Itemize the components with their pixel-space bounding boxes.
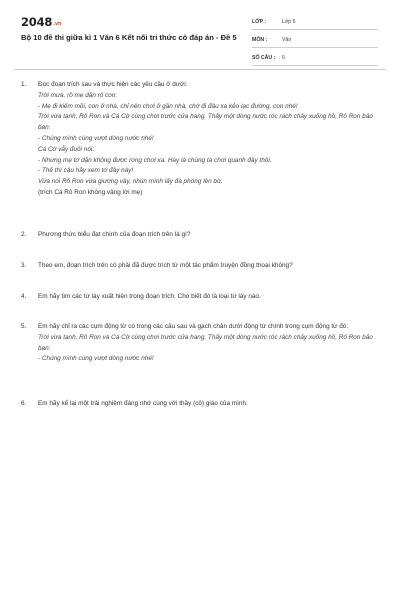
meta-row-subject (252, 32, 378, 48)
question-number: 6. (21, 400, 27, 407)
question-body (38, 399, 248, 410)
question-list (21, 80, 381, 407)
meta-row-class (252, 14, 378, 30)
document-title: Bộ 10 đề thi giữa kì 1 Văn 6 Kết nối tri thức có đáp án - Đề 5 (21, 33, 237, 42)
excerpt-line: Trời vừa tạnh, Rô Ron và Cá Cờ cùng chơi trước cửa hang. Thấy một dòng nước róc rách chảy xuống hồ, Rô Ron bảo bạn: (38, 333, 373, 352)
logo-suffix: .vn (53, 21, 62, 27)
excerpt-line: - Chúng mình cùng vượt dòng nước nhé! (38, 355, 154, 363)
question-text: Phương thức biểu đạt chính của đoạn trích trên là gì? (38, 231, 191, 238)
question-item (21, 292, 261, 303)
meta-value: Văn (282, 36, 292, 43)
meta-value: 6 (282, 54, 285, 61)
question-number: 1. (21, 81, 27, 88)
excerpt-source: (trích Cá Rô Ron không vâng lời mẹ) (38, 188, 143, 196)
meta-value: Lớp 6 (282, 18, 296, 25)
meta-table (252, 14, 378, 68)
site-logo[interactable] (21, 15, 61, 29)
question-item (21, 261, 293, 272)
excerpt-line: - Thế thì cậu hãy xem tớ đây này! (38, 167, 134, 175)
header-divider (14, 69, 386, 70)
question-body (38, 292, 261, 303)
excerpt-line: Cá Cờ vẫy đuôi nói: (38, 145, 95, 153)
question-text: Em hãy kể lại một trải nghiệm đáng nhớ cùng với thầy (cô) giáo của mình. (38, 400, 248, 407)
question-text: Theo em, đoạn trích trên có phải đã được trích từ một tác phẩm truyện đồng thoại không? (38, 262, 293, 269)
meta-label: SỐ CÂU : (252, 54, 276, 61)
excerpt-line: Trời mưa, rồ mẹ dặn rô con: (38, 91, 118, 99)
logo-text: 2048 (21, 15, 53, 29)
question-body (38, 322, 381, 365)
question-body (38, 230, 190, 241)
question-text: Đọc đoạn trích sau và thực hiện các yêu cầu ở dưới: (38, 81, 188, 88)
meta-row-question-count (252, 50, 378, 66)
meta-label: LỚP : (252, 18, 267, 25)
excerpt-line: Trời vừa tạnh, Rô Ron và Cá Cờ cùng chơi trước cửa hang. Thấy một dòng nước róc rách chảy xuống hồ, Rô Ron bảo bạn: (38, 113, 373, 132)
question-item (21, 322, 381, 365)
question-number: 4. (21, 293, 27, 300)
excerpt-line: - Chúng mình cùng vượt dòng nước nhé! (38, 134, 154, 142)
question-number: 3. (21, 262, 27, 269)
question-number: 2. (21, 231, 27, 238)
excerpt-line: - Nhưng mẹ tớ dặn không được rong chơi xa. Hay là chúng ta chơi quanh đây thôi. (38, 156, 272, 164)
question-text: Em hãy chỉ ra các cụm động từ có trong các câu sau và gạch chân dưới động từ chính trong cụm động từ đó: (38, 323, 349, 330)
question-item (21, 399, 248, 410)
question-number: 5. (21, 323, 27, 330)
excerpt-line: Vừa nói Rô Ron vừa giương vây, nhún mình lấy đà phóng lên bờ. (38, 178, 223, 186)
question-text: Em hãy tìm các từ láy xuất hiện trong đoạn trích. Cho biết đó là loại từ láy nào. (38, 293, 261, 300)
excerpt-line: - Mẹ đi kiếm mồi, con ở nhà, chỉ nên chơi ở gần nhà, chớ đi đâu xa kẻo lạc đường, con nhé! (38, 102, 298, 110)
meta-label: MÔN : (252, 36, 268, 43)
question-item (21, 230, 190, 241)
question-body (38, 261, 293, 272)
question-item (21, 80, 381, 230)
question-body (38, 80, 381, 230)
